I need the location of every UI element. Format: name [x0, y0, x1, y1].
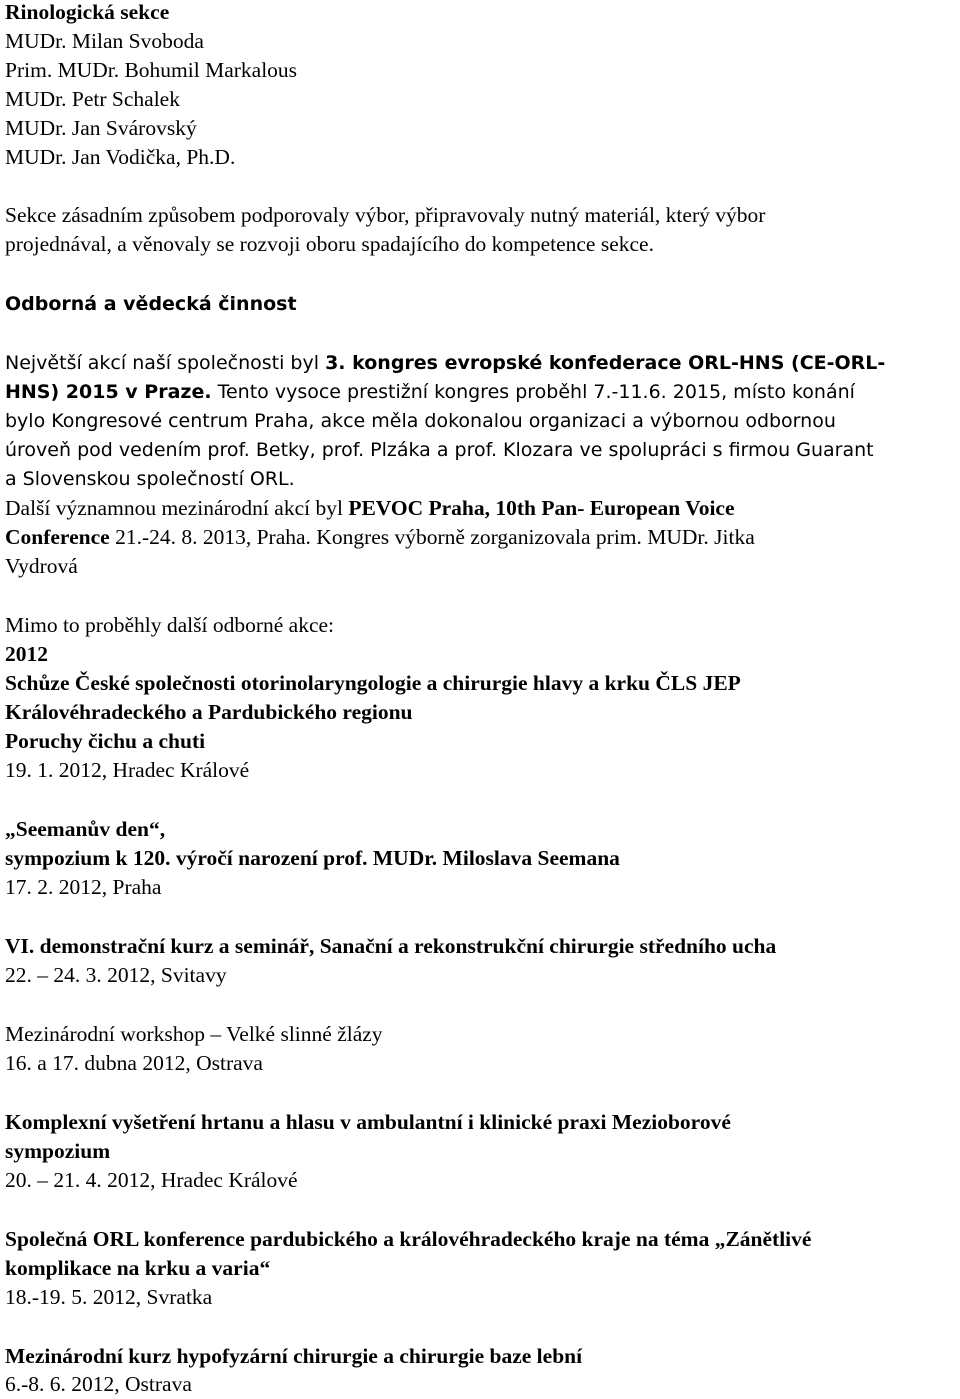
events-intro: Mimo to proběhly další odborné akce: — [5, 613, 334, 637]
member-1: MUDr. Milan Svoboda — [5, 29, 204, 53]
event-6-title-2: komplikace na krku a varia“ — [5, 1256, 271, 1280]
event-3-title: VI. demonstrační kurz a seminář, Sanační a rekonstrukční chirurgie středního ucha — [5, 934, 777, 958]
activity-line-3: bylo Kongresové centrum Praha, akce měla dokonalou organizaci a výbornou odbornou — [5, 410, 836, 432]
activity-line-5: a Slovenskou společností ORL. — [5, 468, 295, 490]
activity-line-6: Další významnou mezinárodní akcí byl PEVOC Praha, 10th Pan- European Voice — [5, 496, 735, 520]
activity-line-8: Vydrová — [5, 554, 78, 578]
member-4: MUDr. Jan Svárovský — [5, 116, 197, 140]
event-1-title-2: Královéhradeckého a Pardubického regionu — [5, 700, 413, 724]
event-1-title-3: Poruchy čichu a chuti — [5, 729, 206, 753]
member-2: Prim. MUDr. Bohumil Markalous — [5, 58, 298, 82]
section-title: Rinologická sekce — [5, 0, 170, 24]
event-4-date: 16. a 17. dubna 2012, Ostrava — [5, 1051, 263, 1075]
event-1-date: 19. 1. 2012, Hradec Králové — [5, 758, 250, 782]
member-3: MUDr. Petr Schalek — [5, 87, 180, 111]
event-5-date: 20. – 21. 4. 2012, Hradec Králové — [5, 1168, 298, 1192]
activity-line-2: HNS) 2015 v Praze. Tento vysoce prestižní kongres proběhl 7.-11.6. 2015, místo konání — [5, 381, 855, 403]
event-2-date: 17. 2. 2012, Praha — [5, 875, 162, 899]
summary-line-2: projednával, a věnovaly se rozvoji oboru spadajícího do kompetence sekce. — [5, 232, 654, 256]
activity-line-7: Conference 21.-24. 8. 2013, Praha. Kongres výborně zorganizovala prim. MUDr. Jitka — [5, 525, 755, 549]
activity-heading: Odborná a vědecká činnost — [5, 293, 297, 315]
event-5-title-2: sympozium — [5, 1139, 111, 1163]
event-4-title: Mezinárodní workshop – Velké slinné žlázy — [5, 1022, 383, 1046]
event-1-title: Schůze České společnosti otorinolaryngologie a chirurgie hlavy a krku ČLS JEP — [5, 671, 741, 695]
member-5: MUDr. Jan Vodička, Ph.D. — [5, 145, 236, 169]
event-5-title: Komplexní vyšetření hrtanu a hlasu v ambulantní i klinické praxi Mezioborové — [5, 1110, 731, 1134]
activity-line-1: Největší akcí naší společnosti byl 3. kongres evropské konfederace ORL-HNS (CE-ORL- — [5, 352, 886, 374]
event-7-date: 6.-8. 6. 2012, Ostrava — [5, 1372, 192, 1396]
event-7-title: Mezinárodní kurz hypofyzární chirurgie a chirurgie baze lební — [5, 1344, 583, 1368]
event-6-title: Společná ORL konference pardubického a královéhradeckého kraje na téma „Zánětlivé — [5, 1227, 812, 1251]
activity-line-4: úroveň pod vedením prof. Betky, prof. Plzáka a prof. Klozara ve spolupráci s firmou Guarant — [5, 439, 874, 461]
event-3-date: 22. – 24. 3. 2012, Svitavy — [5, 963, 227, 987]
event-2-title-2: sympozium k 120. výročí narození prof. MUDr. Miloslava Seemana — [5, 846, 620, 870]
summary-line-1: Sekce zásadním způsobem podporovaly výbor, připravovaly nutný materiál, který výbor — [5, 203, 766, 227]
event-2-title: „Seemanův den“, — [5, 817, 166, 841]
event-6-date: 18.-19. 5. 2012, Svratka — [5, 1285, 213, 1309]
events-year: 2012 — [5, 642, 48, 666]
